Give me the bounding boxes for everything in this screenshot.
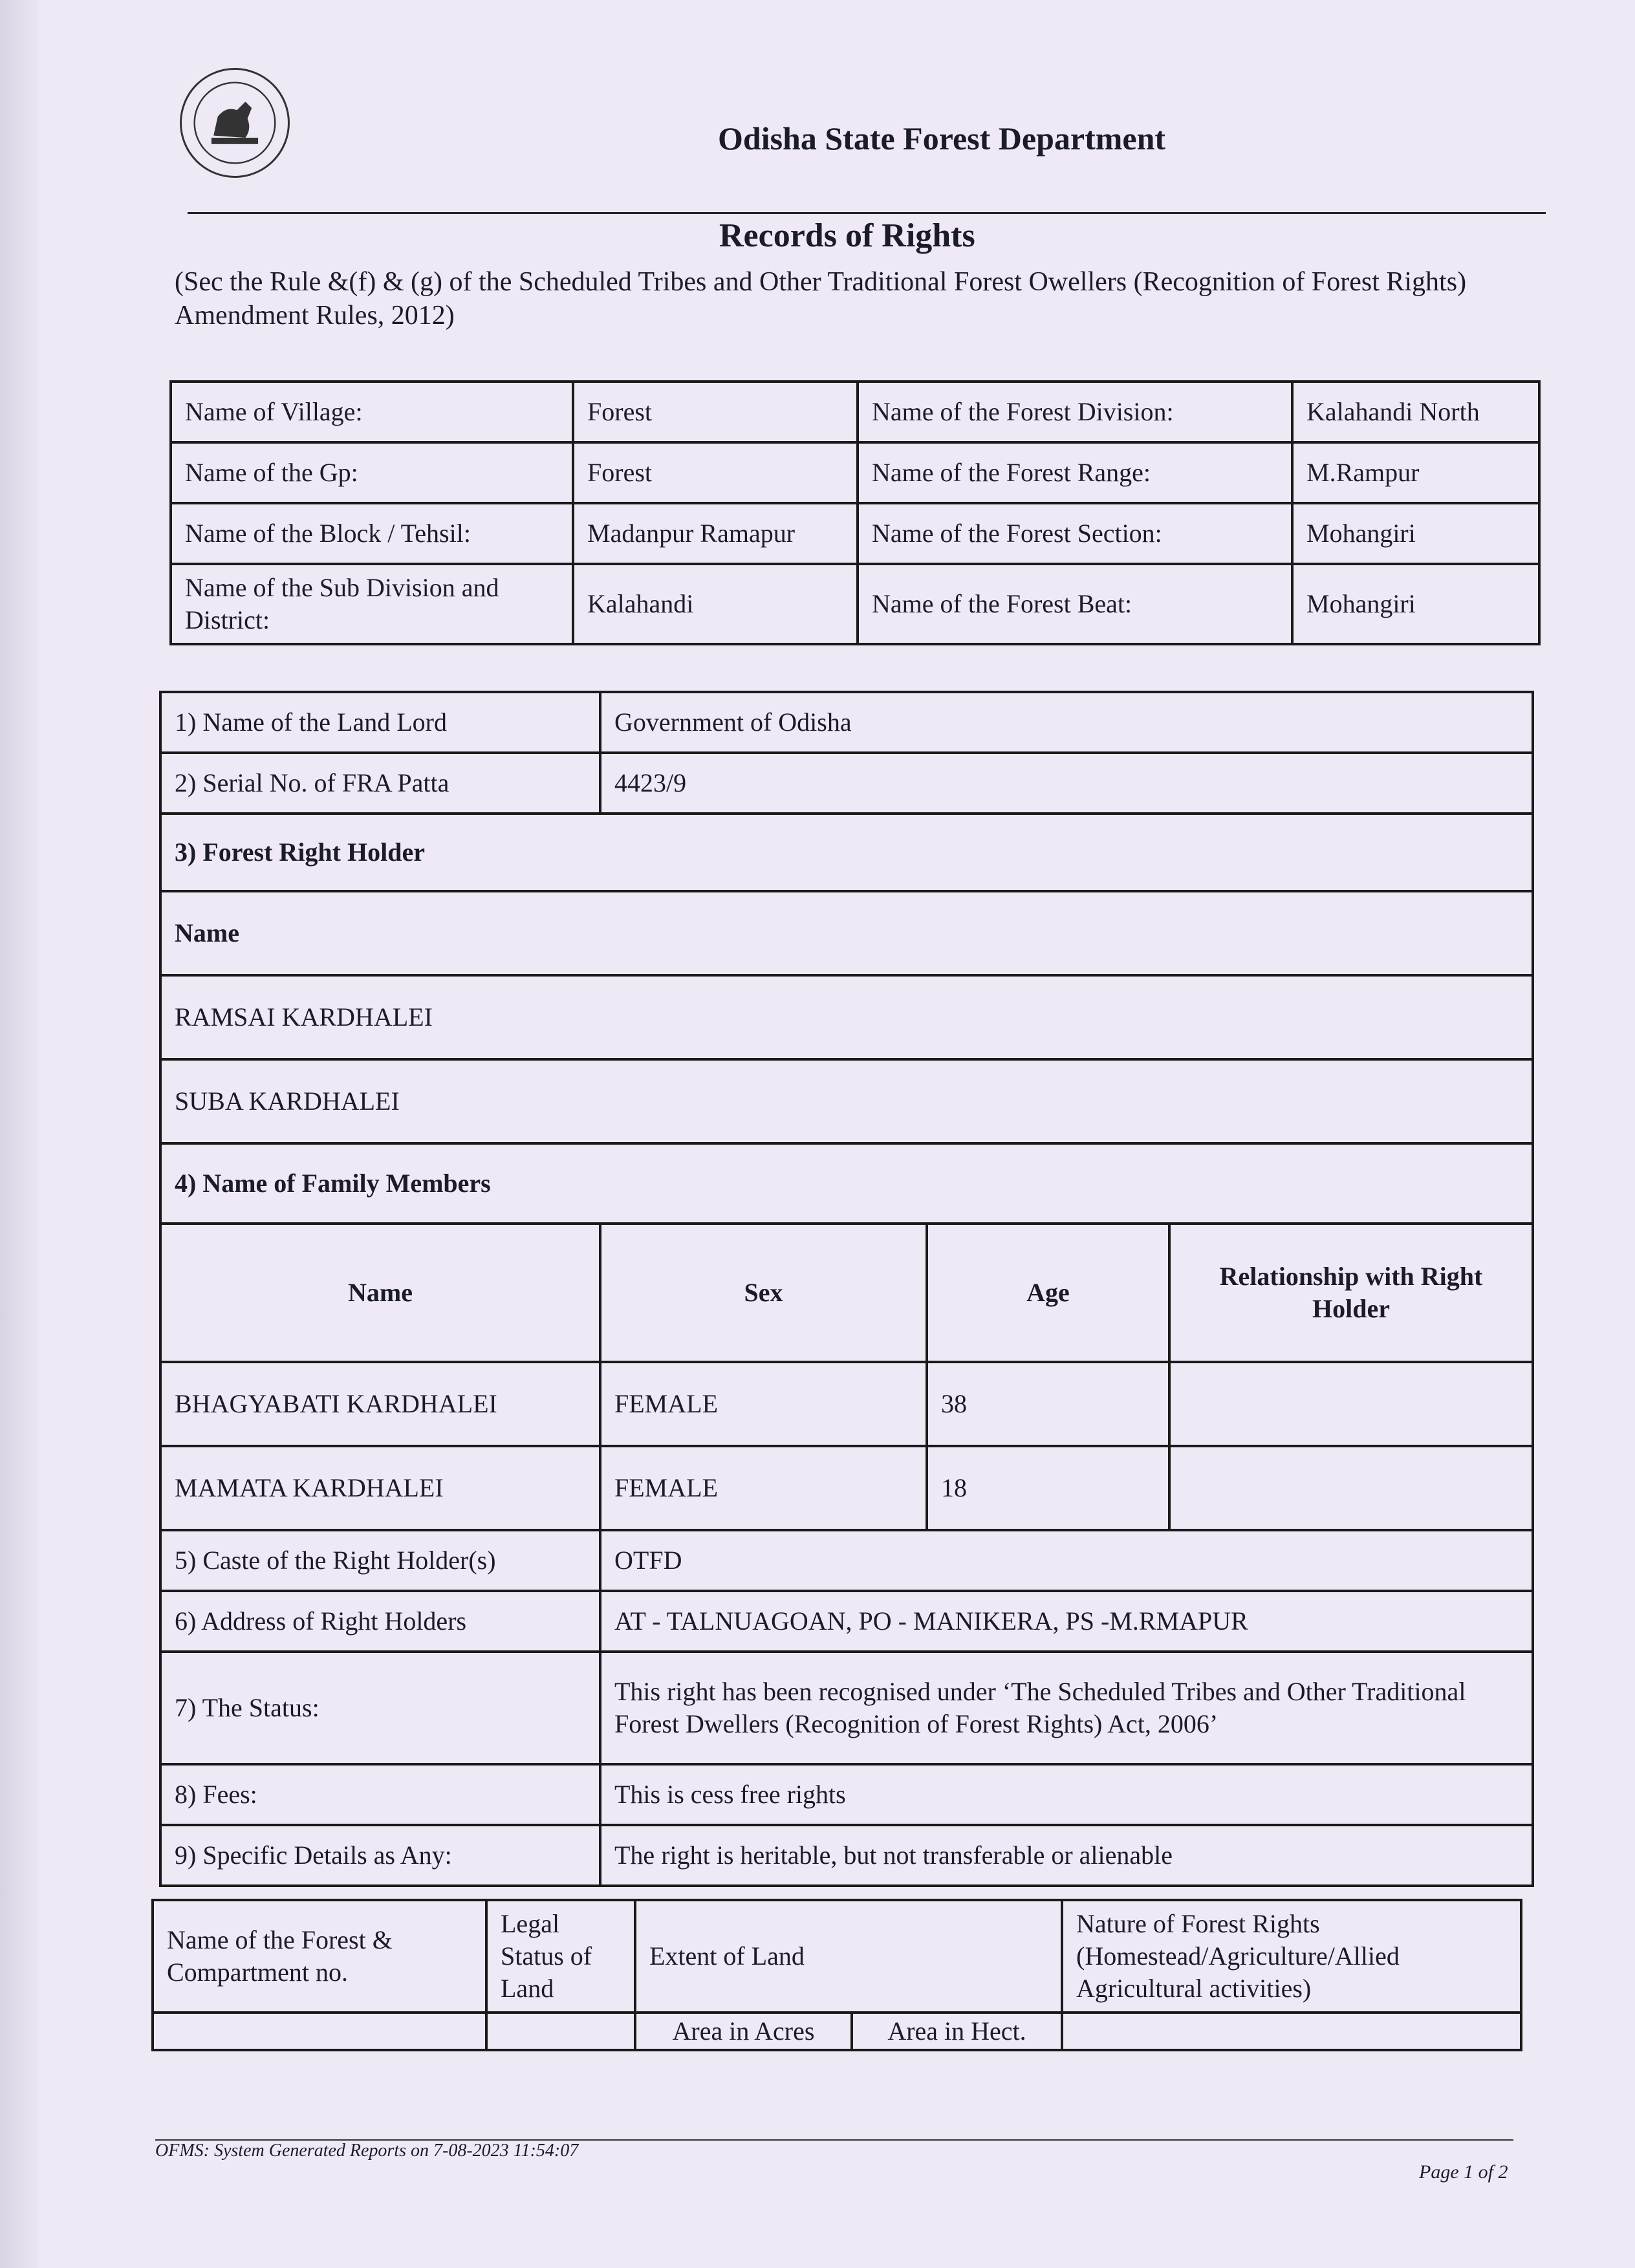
holder-name: RAMSAI KARDHALEI (160, 975, 1533, 1059)
status-line: This right has been recognised under ‘The Scheduled Tribes and Other Traditional (614, 1677, 1466, 1706)
subdivision-label: Name of the Sub Division and District: (171, 564, 573, 644)
family-col-name: Name (160, 1224, 600, 1362)
caste-value: OTFD (600, 1530, 1533, 1591)
family-col-age: Age (927, 1224, 1169, 1362)
family-member-age: 38 (927, 1362, 1169, 1446)
family-member-age: 18 (927, 1446, 1169, 1530)
range-label: Name of the Forest Range: (858, 442, 1292, 503)
holder-name-heading: Name (160, 891, 1533, 975)
family-member-sex: FEMALE (600, 1362, 927, 1446)
village-value: Forest (573, 382, 858, 442)
section-value: Mohangiri (1292, 503, 1539, 564)
family-members-heading: 4) Name of Family Members (160, 1143, 1533, 1224)
document-subtitle: (Sec the Rule &(f) & (g) of the Scheduled Tribes and Other Traditional Forest Owellers (Recognition of Forest Rights) Amendment Rules, 2012) (175, 267, 1467, 330)
document-title: Records of Rights (719, 217, 975, 254)
gp-label: Name of the Gp: (171, 442, 573, 503)
fees-label: 8) Fees: (160, 1764, 600, 1825)
holder-name: SUBA KARDHALEI (160, 1059, 1533, 1143)
serial-label: 2) Serial No. of FRA Patta (160, 753, 600, 814)
block-label: Name of the Block / Tehsil: (171, 503, 573, 564)
nature-of-rights-cell (1062, 2013, 1521, 2050)
status-label: 7) The Status: (160, 1652, 600, 1764)
specific-details-label: 9) Specific Details as Any: (160, 1825, 600, 1886)
status-value (600, 1652, 1533, 1764)
serial-value: 4423/9 (600, 753, 1533, 814)
extent-of-land-header: Extent of Land (635, 1900, 1062, 2013)
landlord-label: 1) Name of the Land Lord (160, 692, 600, 753)
specific-details-value: The right is heritable, but not transferable or alienable (600, 1825, 1533, 1886)
odisha-emblem-icon (180, 68, 290, 178)
fees-value: This is cess free rights (600, 1764, 1533, 1825)
legal-status-header: Legal Status of Land (486, 1900, 635, 2013)
landlord-value: Government of Odisha (600, 692, 1533, 753)
caste-label: 5) Caste of the Right Holder(s) (160, 1530, 600, 1591)
address-value: AT - TALNUAGOAN, PO - MANIKERA, PS -M.RMAPUR (600, 1591, 1533, 1652)
range-value: M.Rampur (1292, 442, 1539, 503)
land-table (151, 1899, 1522, 2051)
family-member-relationship (1169, 1446, 1533, 1530)
family-col-relationship: Relationship with Right Holder (1169, 1224, 1533, 1362)
generated-timestamp: OFMS: System Generated Reports on 7-08-2023 11:54:07 (155, 2141, 579, 2161)
page-edge (0, 0, 39, 2268)
record-table (159, 691, 1534, 1887)
beat-label: Name of the Forest Beat: (858, 564, 1292, 644)
forest-compartment-header: Name of the Forest & Compartment no. (153, 1900, 486, 2013)
legal-status-cell (486, 2013, 635, 2050)
forest-compartment-cell (153, 2013, 486, 2050)
family-member-name: MAMATA KARDHALEI (160, 1446, 600, 1530)
right-holder-heading: 3) Forest Right Holder (160, 814, 1533, 891)
page-number: Page 1 of 2 (1419, 2161, 1508, 2183)
division-label: Name of the Forest Division: (858, 382, 1292, 442)
header-rule (188, 212, 1546, 214)
subdivision-value: Kalahandi (573, 564, 858, 644)
family-member-relationship (1169, 1362, 1533, 1446)
gp-value: Forest (573, 442, 858, 503)
family-member-name: BHAGYABATI KARDHALEI (160, 1362, 600, 1446)
section-label: Name of the Forest Section: (858, 503, 1292, 564)
family-member-sex: FEMALE (600, 1446, 927, 1530)
area-hect-header: Area in Hect. (852, 2013, 1062, 2050)
division-value: Kalahandi North (1292, 382, 1539, 442)
address-label: 6) Address of Right Holders (160, 1591, 600, 1652)
department-title: Odisha State Forest Department (718, 120, 1166, 157)
nature-of-rights-header: Nature of Forest Rights (Homestead/Agriculture/Allied Agricultural activities) (1062, 1900, 1521, 2013)
family-col-sex: Sex (600, 1224, 927, 1362)
block-value: Madanpur Ramapur (573, 503, 858, 564)
village-label: Name of Village: (171, 382, 573, 442)
location-table (169, 380, 1541, 645)
area-acres-header: Area in Acres (635, 2013, 852, 2050)
status-line: Forest Dwellers (Recognition of Forest Rights) Act, 2006’ (614, 1709, 1218, 1738)
beat-value: Mohangiri (1292, 564, 1539, 644)
